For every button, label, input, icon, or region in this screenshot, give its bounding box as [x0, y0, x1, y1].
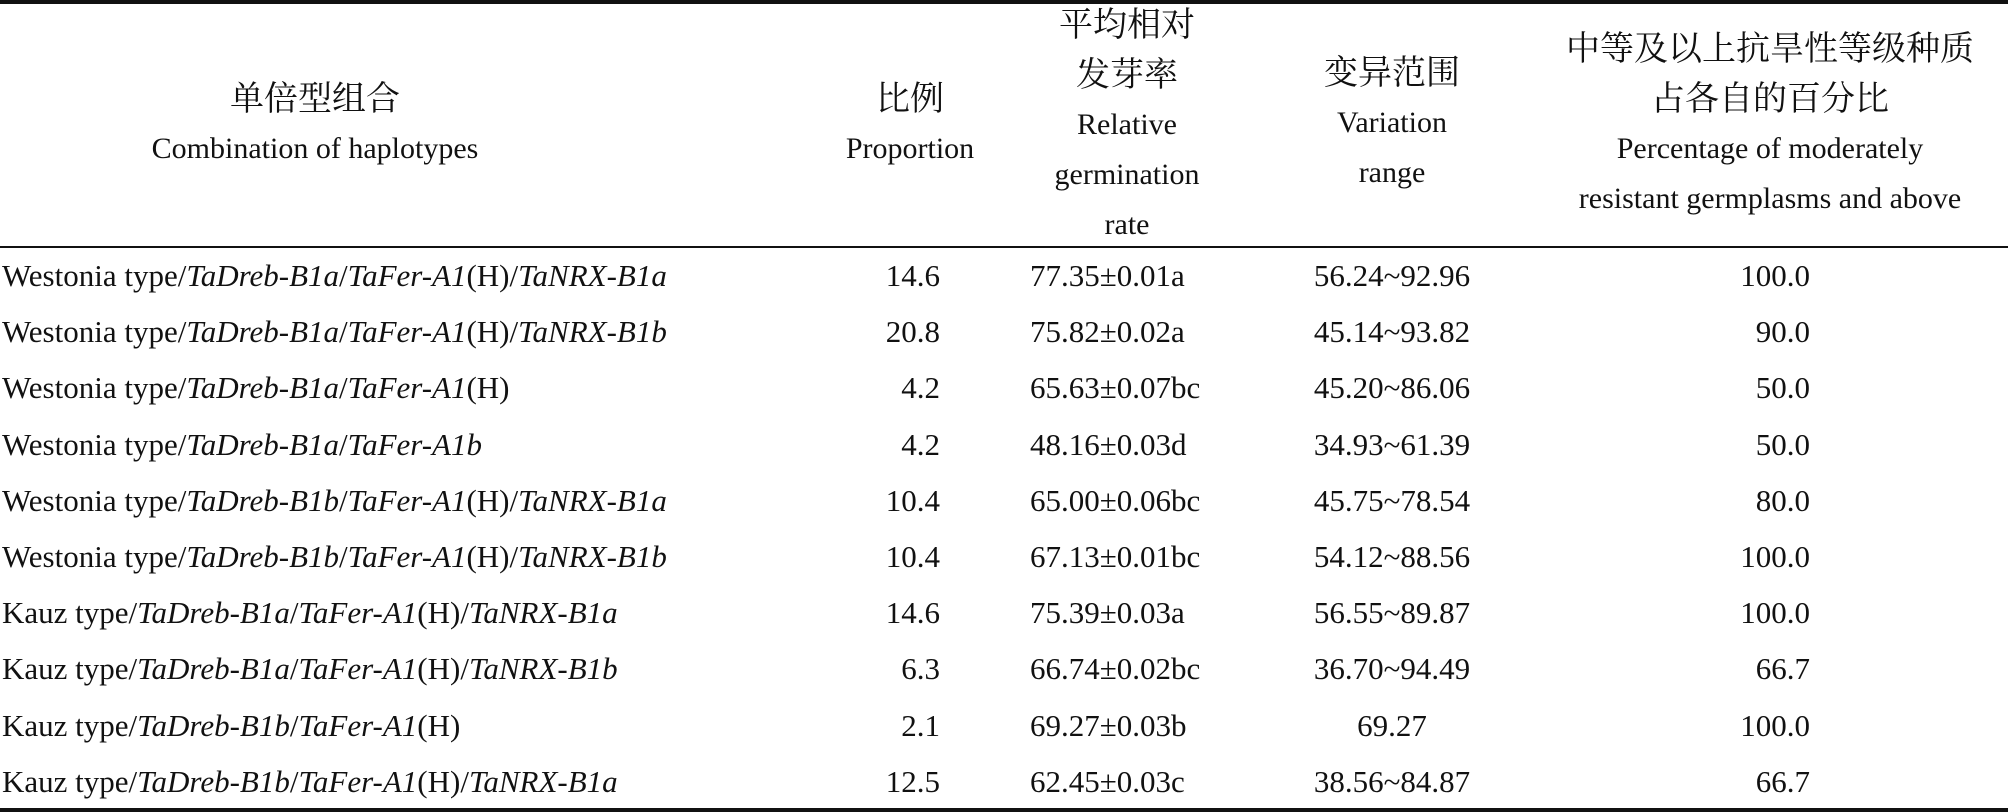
table-row — [0, 641, 2008, 697]
combination-g2: TaFer-A1 — [298, 708, 418, 743]
combination-h: (H)/ — [466, 539, 519, 574]
header-relative-zh2: 发芽率 — [1076, 55, 1178, 95]
cell-combination — [2, 248, 667, 304]
header-relative — [1020, 0, 1234, 250]
cell-relative: 66.74±0.02bc — [1030, 651, 1201, 686]
combination-g3: TaNRX-B1b — [468, 651, 618, 686]
cell-variation: 69.27 — [1357, 708, 1427, 743]
combination-g1: TaDreb-B1a — [186, 370, 340, 405]
combination-g1: TaDreb-B1a — [186, 427, 340, 462]
table-row — [0, 417, 2008, 473]
cell-proportion: 4.2 — [901, 370, 940, 405]
combination-g2: TaFer-A1 — [298, 764, 418, 799]
cell-combination — [2, 473, 667, 529]
cell-relative: 65.63±0.07bc — [1030, 370, 1201, 405]
combination-s1: / — [339, 539, 348, 574]
combination-s1: / — [339, 314, 348, 349]
cell-relative: 75.39±0.03a — [1030, 595, 1185, 630]
table-bottom-rule — [0, 808, 2008, 812]
cell-percentage: 80.0 — [1755, 483, 1810, 518]
cell-variation: 34.93~61.39 — [1313, 427, 1471, 462]
header-variation — [1296, 48, 1488, 198]
header-proportion-zh: 比例 — [876, 79, 944, 119]
cell-percentage: 50.0 — [1755, 427, 1810, 462]
combination-g3: TaNRX-B1a — [468, 764, 618, 799]
header-variation-zh: 变异范围 — [1324, 53, 1460, 93]
combination-g2: TaFer-A1 — [347, 314, 467, 349]
cell-proportion: 14.6 — [885, 258, 940, 293]
cell-combination — [2, 754, 618, 810]
table-row — [0, 529, 2008, 585]
combination-g3: TaNRX-B1a — [518, 483, 667, 518]
combination-g2: TaFer-A1 — [347, 483, 467, 518]
header-percentage-en1: Percentage of moderately — [1616, 132, 1924, 165]
cell-proportion: 20.8 — [885, 314, 940, 349]
combination-prefix: Westonia type/ — [2, 370, 187, 405]
cell-variation: 45.75~78.54 — [1313, 483, 1471, 518]
cell-combination — [2, 585, 618, 641]
table-row — [0, 248, 2008, 304]
combination-g2: TaFer-A1 — [347, 539, 467, 574]
header-percentage-en2: resistant germplasms and above — [1578, 182, 1962, 215]
combination-g2: TaFer-A1 — [347, 370, 467, 405]
cell-combination — [2, 641, 618, 697]
combination-g2: TaFer-A1 — [347, 258, 467, 293]
combination-g3: TaNRX-B1a — [468, 595, 618, 630]
cell-variation: 38.56~84.87 — [1313, 764, 1471, 799]
combination-prefix: Westonia type/ — [2, 314, 187, 349]
combination-h: (H) — [417, 708, 461, 743]
combination-h: (H)/ — [417, 651, 469, 686]
combination-g3: TaNRX-B1b — [518, 314, 667, 349]
header-proportion-en: Proportion — [845, 132, 975, 165]
combination-g1: TaDreb-B1b — [186, 483, 340, 518]
header-relative-en1: Relative — [1077, 108, 1177, 141]
table-top-rule — [0, 0, 2008, 4]
cell-percentage: 90.0 — [1755, 314, 1810, 349]
cell-proportion: 2.1 — [901, 708, 940, 743]
cell-variation: 45.14~93.82 — [1313, 314, 1471, 349]
cell-relative: 77.35±0.01a — [1030, 258, 1185, 293]
header-combination — [90, 74, 540, 174]
cell-proportion: 6.3 — [901, 651, 940, 686]
combination-g3: TaNRX-B1b — [518, 539, 667, 574]
header-relative-en2: germination — [1054, 158, 1200, 191]
combination-g1: TaDreb-B1a — [137, 651, 290, 686]
combination-s1: / — [339, 258, 348, 293]
cell-proportion: 12.5 — [885, 764, 940, 799]
combination-h: (H)/ — [466, 314, 519, 349]
combination-s1: / — [339, 370, 348, 405]
combination-g1: TaDreb-B1a — [137, 595, 290, 630]
table-row — [0, 585, 2008, 641]
combination-h: (H)/ — [417, 595, 469, 630]
combination-g2: TaFer-A1b — [347, 427, 482, 462]
cell-percentage: 100.0 — [1740, 595, 1810, 630]
combination-prefix: Kauz type/ — [2, 764, 138, 799]
combination-g1: TaDreb-B1b — [137, 764, 290, 799]
cell-proportion: 10.4 — [885, 539, 940, 574]
cell-percentage: 100.0 — [1740, 258, 1810, 293]
header-percentage — [1540, 24, 2000, 224]
combination-prefix: Kauz type/ — [2, 708, 138, 743]
combination-s1: / — [289, 708, 299, 743]
combination-h: (H)/ — [466, 483, 519, 518]
combination-g3: TaNRX-B1a — [518, 258, 667, 293]
cell-variation: 36.70~94.49 — [1313, 651, 1471, 686]
cell-relative: 48.16±0.03d — [1030, 427, 1187, 462]
combination-s1: / — [289, 595, 299, 630]
cell-percentage: 100.0 — [1740, 539, 1810, 574]
header-percentage-zh1: 中等及以上抗旱性等级种质 — [1566, 29, 1974, 69]
combination-h: (H) — [466, 370, 510, 405]
header-variation-en2: range — [1358, 156, 1426, 189]
combination-g1: TaDreb-B1b — [137, 708, 290, 743]
cell-percentage: 100.0 — [1740, 708, 1810, 743]
combination-s1: / — [339, 427, 348, 462]
table-row — [0, 473, 2008, 529]
combination-prefix: Kauz type/ — [2, 595, 138, 630]
combination-g2: TaFer-A1 — [298, 651, 418, 686]
table-row — [0, 360, 2008, 416]
cell-percentage: 66.7 — [1755, 651, 1810, 686]
combination-g1: TaDreb-B1a — [186, 314, 340, 349]
combination-g2: TaFer-A1 — [298, 595, 418, 630]
table-row — [0, 754, 2008, 810]
combination-h: (H)/ — [466, 258, 519, 293]
cell-proportion: 14.6 — [885, 595, 940, 630]
cell-variation: 56.24~92.96 — [1313, 258, 1471, 293]
combination-s1: / — [289, 651, 299, 686]
cell-combination — [2, 529, 667, 585]
cell-proportion: 10.4 — [885, 483, 940, 518]
cell-relative: 62.45±0.03c — [1030, 764, 1185, 799]
cell-relative: 75.82±0.02a — [1030, 314, 1185, 349]
combination-prefix: Westonia type/ — [2, 483, 187, 518]
combination-prefix: Kauz type/ — [2, 651, 138, 686]
header-combination-en: Combination of haplotypes — [151, 132, 479, 165]
cell-percentage: 66.7 — [1755, 764, 1810, 799]
cell-relative: 67.13±0.01bc — [1030, 539, 1201, 574]
combination-s1: / — [339, 483, 348, 518]
cell-relative: 65.00±0.06bc — [1030, 483, 1201, 518]
combination-prefix: Westonia type/ — [2, 258, 187, 293]
table-row — [0, 698, 2008, 754]
cell-variation: 45.20~86.06 — [1313, 370, 1471, 405]
cell-percentage: 50.0 — [1755, 370, 1810, 405]
cell-combination — [2, 698, 460, 754]
table-row — [0, 304, 2008, 360]
combination-prefix: Westonia type/ — [2, 427, 187, 462]
header-percentage-zh2: 占各自的百分比 — [1651, 79, 1889, 119]
cell-variation: 54.12~88.56 — [1313, 539, 1471, 574]
header-proportion — [830, 74, 990, 174]
combination-h: (H)/ — [417, 764, 469, 799]
combination-g1: TaDreb-B1b — [186, 539, 340, 574]
header-relative-en3: rate — [1104, 208, 1150, 241]
header-relative-zh1: 平均相对 — [1059, 5, 1195, 45]
header-combination-zh: 单倍型组合 — [230, 79, 400, 119]
cell-combination — [2, 304, 667, 360]
combination-s1: / — [289, 764, 299, 799]
cell-variation: 56.55~89.87 — [1313, 595, 1471, 630]
cell-combination — [2, 360, 510, 416]
combination-prefix: Westonia type/ — [2, 539, 187, 574]
header-variation-en1: Variation — [1337, 106, 1447, 139]
cell-proportion: 4.2 — [901, 427, 940, 462]
cell-combination — [2, 417, 482, 473]
combination-g1: TaDreb-B1a — [186, 258, 340, 293]
cell-relative: 69.27±0.03b — [1030, 708, 1187, 743]
